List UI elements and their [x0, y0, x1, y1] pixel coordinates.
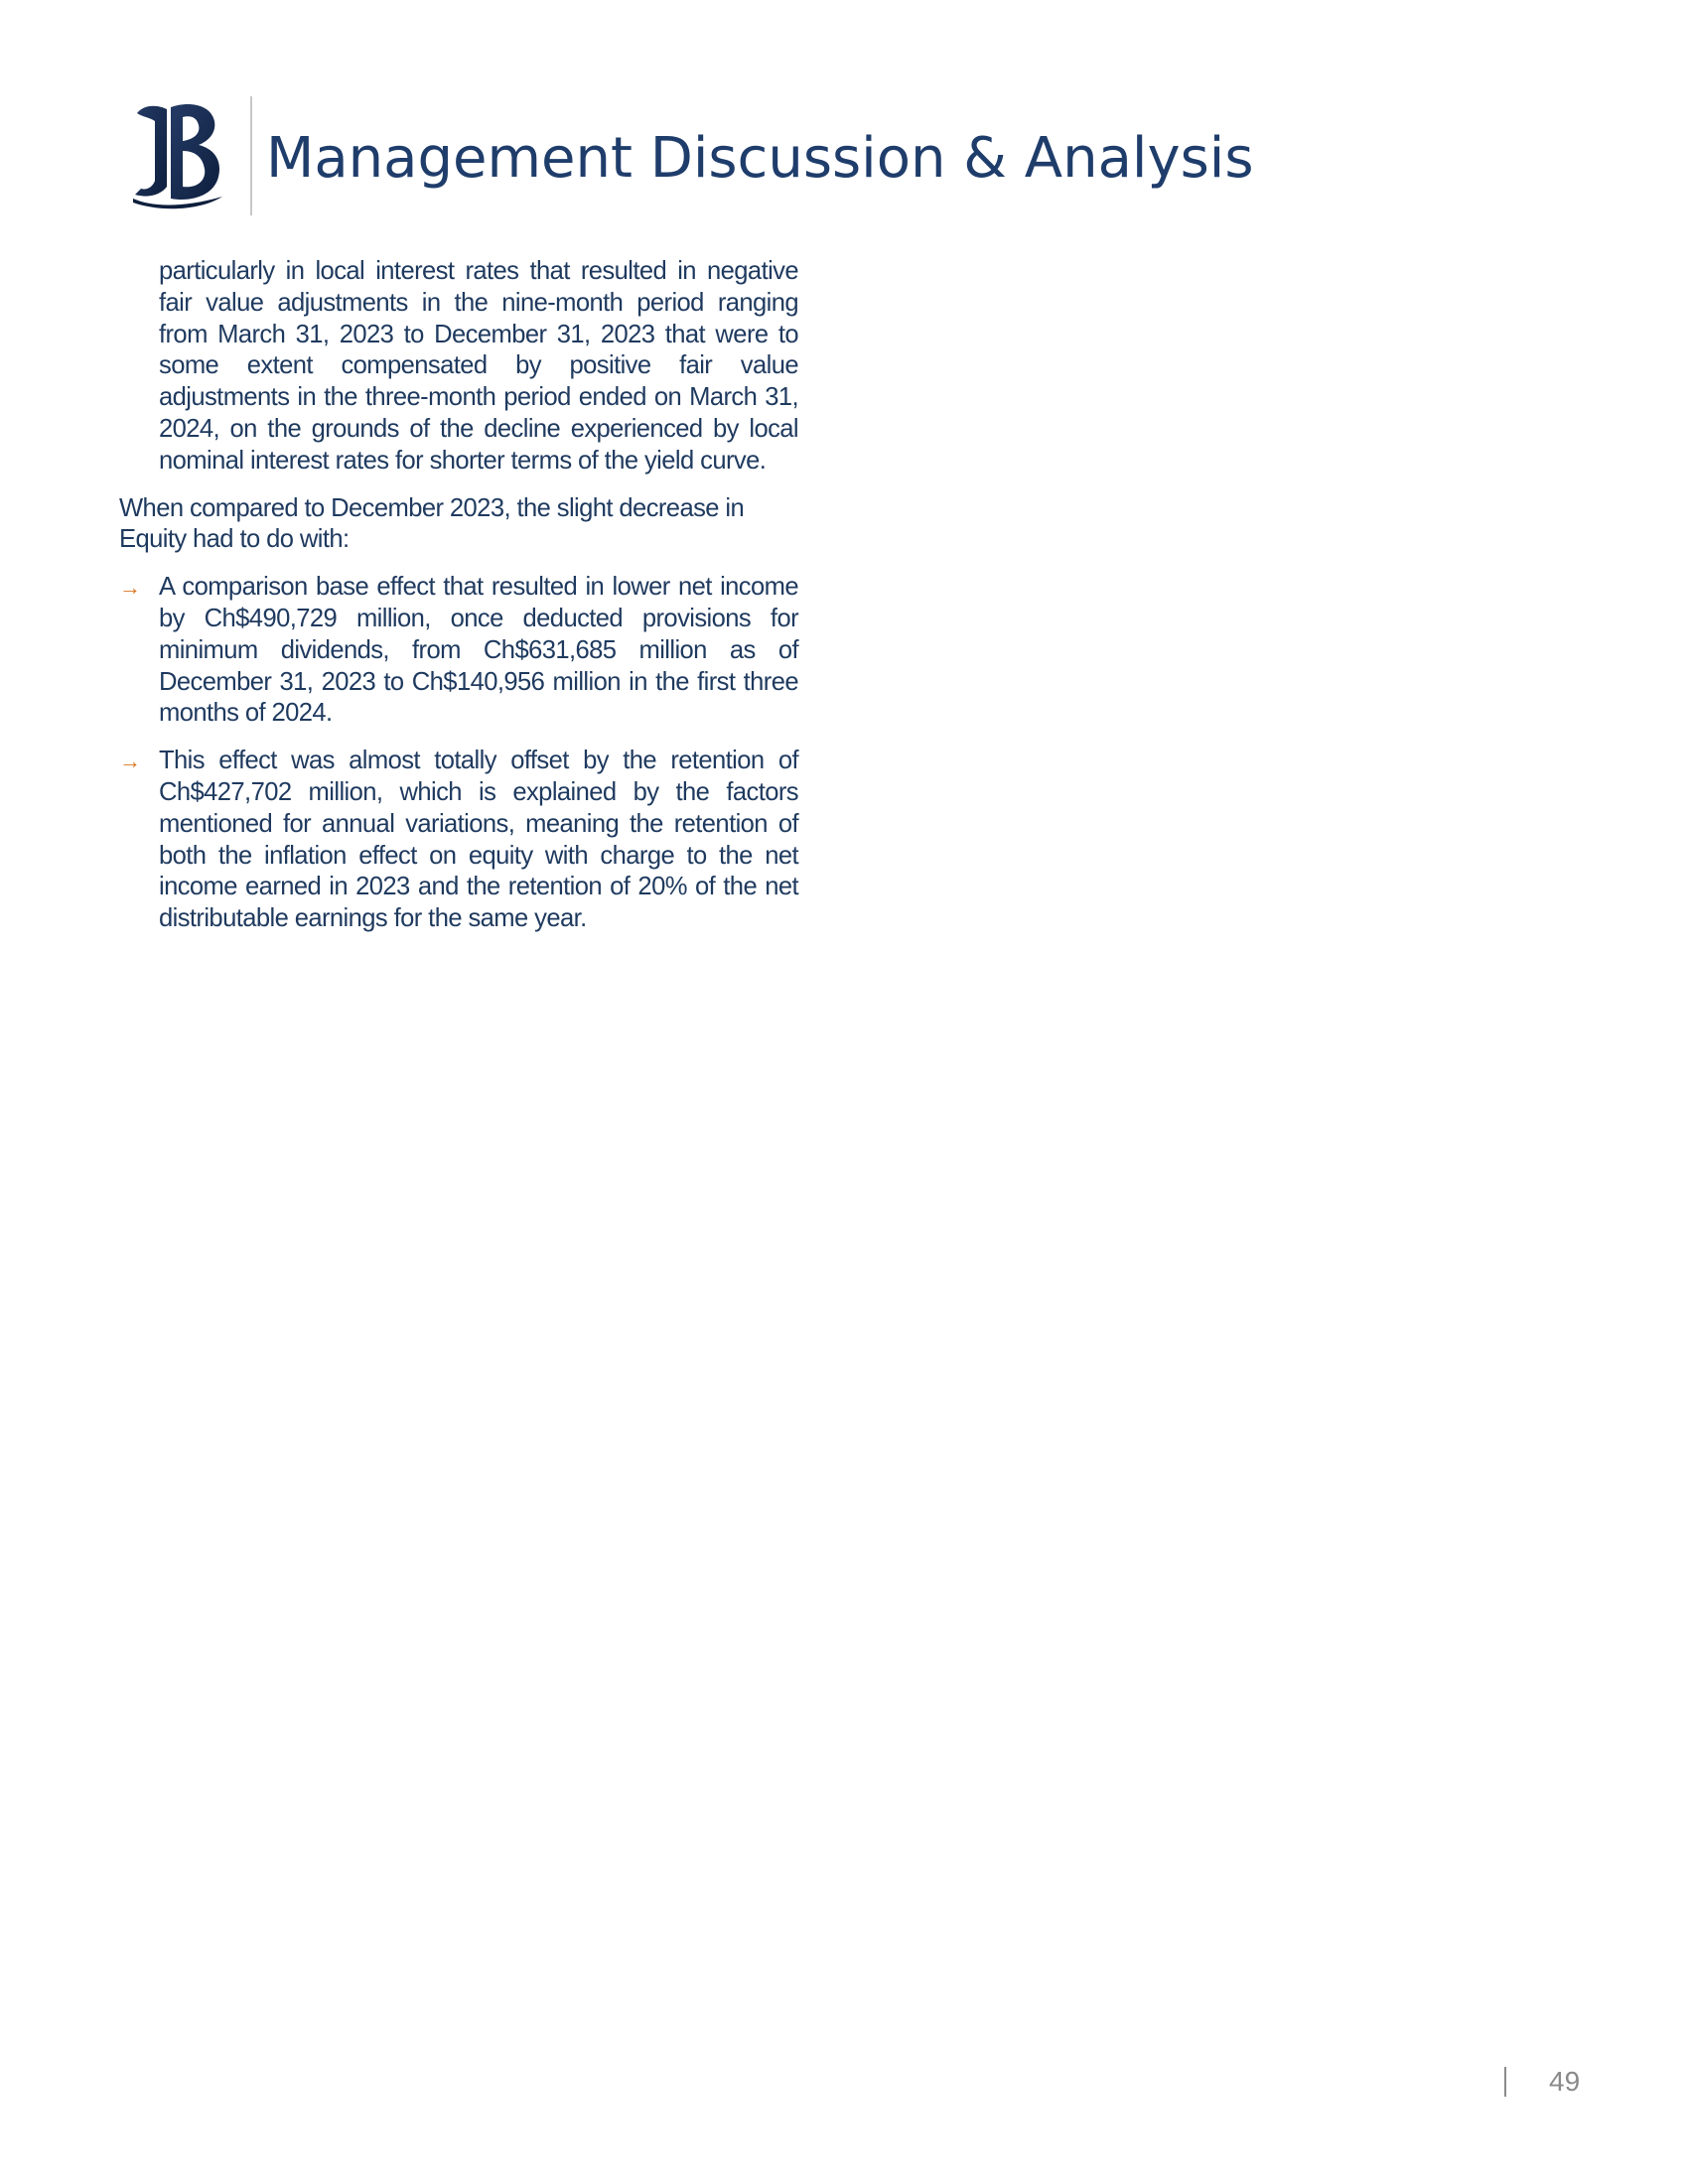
bank-logo-icon [131, 99, 226, 210]
header-divider [250, 96, 252, 215]
list-item [119, 572, 798, 730]
page-number: 49 [1549, 2066, 1581, 2097]
bullet-text: This effect was almost totally offset by the retention of Ch$427,702 million, which is explained by the factors mentioned for annual variations, meaning the retention of both the inflation effect on equity with charge to the net income earned in 2023 and the retention of 20% of the net distributable earnings for the same year. [159, 747, 798, 933]
page-title: Management Discussion & Analysis [266, 126, 1254, 191]
orange-arrow-icon: → [119, 749, 139, 774]
equity-intro-paragraph: When compared to December 2023, the slight decrease in Equity had to do with: [119, 493, 745, 554]
equity-bullet-list [119, 572, 798, 935]
bullet-text: A comparison base effect that resulted in lower net income by Ch$490,729 million, once deducted provisions for minimum dividends, from Ch$631,685 million as of December 31, 2023 to Ch$140,956 million in the first three months of 2024. [159, 573, 798, 728]
list-item [119, 746, 798, 935]
orange-arrow-icon: → [119, 575, 139, 601]
continued-paragraph: particularly in local interest rates that resulted in negative fair value adjustments in the nine-month period ranging from March 31, 2023 to December 31, 2023 that were to some extent compensated by positive fair value adjustments in the three-month period ended on March 31, 2024, on the grounds of the decline experienced by local nominal interest rates for shorter terms of the yield curve. [159, 257, 798, 475]
main-text-column [119, 256, 798, 951]
footer-divider [1504, 2067, 1506, 2097]
